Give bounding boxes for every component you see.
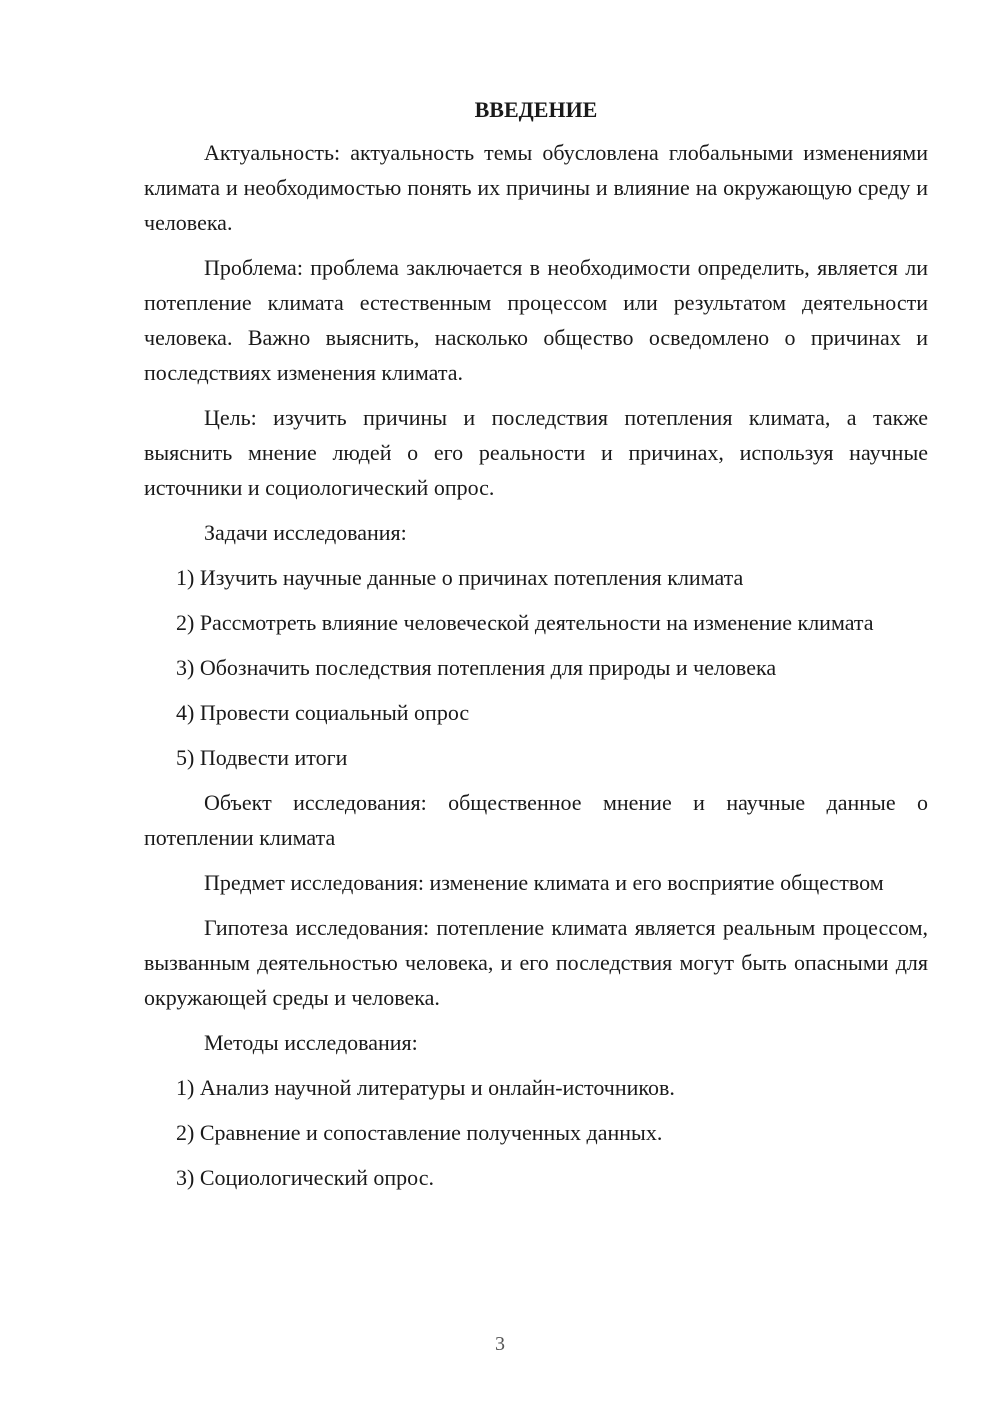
method-item: 2) Сравнение и сопоставление полученных данных. (176, 1120, 663, 1145)
task-item: 3) Обозначить последствия потепления для природы и человека (176, 655, 777, 680)
problem-paragraph: Проблема: проблема заключается в необходимости определить, является ли потепление климата естественным процессом или результатом деятельности человека. Важно выяснить, насколько общество осведомлено о причинах и последствиях изменения климата. (144, 255, 928, 385)
tasks-heading: Задачи исследования: (204, 520, 407, 545)
goal-paragraph: Цель: изучить причины и последствия потепления климата, а также выяснить мнение людей о его реальности и причинах, используя научные источники и социологический опрос. (144, 405, 928, 500)
task-item: 2) Рассмотреть влияние человеческой деятельности на изменение климата (176, 610, 874, 635)
method-item: 1) Анализ научной литературы и онлайн-источников. (176, 1075, 675, 1100)
task-item: 5) Подвести итоги (176, 745, 348, 770)
task-item: 1) Изучить научные данные о причинах потепления климата (176, 565, 744, 590)
object-paragraph: Объект исследования: общественное мнение и научные данные о потеплении климата (144, 790, 928, 850)
page-number: 3 (495, 1333, 505, 1355)
hypothesis-paragraph: Гипотеза исследования: потепление климата является реальным процессом, вызванным деятельностью человека, и его последствия могут быть опасными для окружающей среды и человека. (144, 915, 928, 1010)
task-item: 4) Провести социальный опрос (176, 700, 470, 725)
methods-heading: Методы исследования: (204, 1030, 418, 1055)
document-page (144, 92, 928, 1205)
page-title: ВВЕДЕНИЕ (474, 97, 598, 122)
relevance-paragraph: Актуальность: актуальность темы обусловлена глобальными изменениями климата и необходимостью понять их причины и влияние на окружающую среду и человека. (144, 140, 928, 235)
subject-paragraph: Предмет исследования: изменение климата и его восприятие обществом (204, 870, 884, 895)
method-item: 3) Социологический опрос. (176, 1165, 434, 1190)
